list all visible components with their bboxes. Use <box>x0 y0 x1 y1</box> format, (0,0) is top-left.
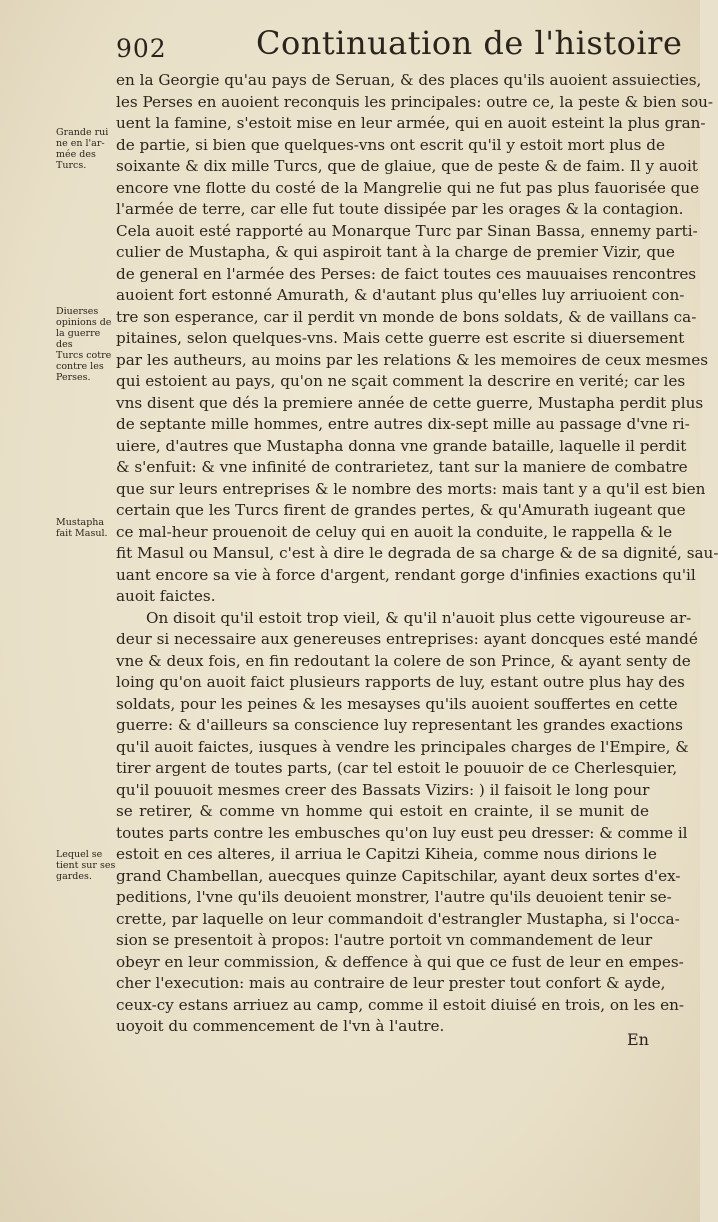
margin-note-line: Grande rui <box>56 127 109 138</box>
text-line: vne & deux fois, en fin redoutant la colere de son Prince, & ayant senty de <box>116 651 691 670</box>
margin-note-line: Turcs. <box>56 160 87 171</box>
margin-note-line: Perses. <box>56 372 91 383</box>
text-line: qu'il auoit faictes, iusques à vendre les principales charges de l'Empire, & <box>116 737 689 756</box>
text-line: loing qu'on auoit faict plusieurs rapports de luy, estant outre plus hay des <box>116 673 685 691</box>
text-line: tre son esperance, car il perdit vn monde de bons soldats, & de vaillans ca- <box>116 307 697 326</box>
text-line: uent la famine, s'estoit mise en leur armée, qui en auoit esteint la plus gran- <box>116 114 706 132</box>
text-line: & s'enfuit: & vne infinité de contrarietez, tant sur la maniere de combatre <box>116 458 688 476</box>
text-line: par les autheurs, au moins par les relations & les memoires de ceux mesmes <box>116 350 709 369</box>
text-line: ce mal-heur prouenoit de celuy qui en auoit la conduite, le rappella & le <box>116 522 673 541</box>
text-line: guerre: & d'ailleurs sa conscience luy representant les grandes exactions <box>116 716 683 734</box>
text-line: qui estoient au pays, qu'on ne sçait comment la descrire en verité; car les <box>116 372 686 390</box>
margin-note-line: contre les <box>56 361 104 372</box>
text-line: pitaines, selon quelques-vns. Mais cette guerre est escrite si diuersement <box>116 329 685 347</box>
margin-notes <box>56 0 122 1222</box>
margin-note <box>56 127 122 171</box>
text-line: uoyoit du commencement de l'vn à l'autre. <box>116 1017 445 1035</box>
text-line: grand Chambellan, auecques quinze Capitschilar, ayant deux sortes d'ex- <box>116 866 681 885</box>
page-number: 902 <box>116 34 167 63</box>
text-line: que sur leurs entreprises & le nombre des morts: mais tant y a qu'il est bien <box>116 479 706 498</box>
margin-note-line: opinions de <box>56 317 112 328</box>
body-text <box>116 70 718 1038</box>
running-title: Continuation de l'histoire <box>256 24 683 62</box>
text-line: de septante mille hommes, entre autres dix-sept mille au passage d'vne ri- <box>116 415 690 433</box>
text-line: uant encore sa vie à force d'argent, rendant gorge d'infinies exactions qu'il <box>116 565 696 584</box>
margin-note-line: mée des <box>56 149 96 160</box>
text-line: qu'il pouuoit mesmes creer des Bassats Vizirs: ) il faisoit le long pour <box>116 780 650 799</box>
text-line: obeyr en leur commission, & deffence à qui que ce fust de leur en empes- <box>116 952 684 971</box>
text-line: cher l'execution: mais au contraire de leur prester tout confort & ayde, <box>116 974 666 992</box>
margin-note-line: ne en l'ar- <box>56 138 105 149</box>
margin-note <box>56 306 122 383</box>
text-line: de general en l'armée des Perses: de faict toutes ces mauuaises rencontres <box>116 264 697 283</box>
text-line: se retirer, & comme vn homme qui estoit en crainte, il se munit de <box>116 802 649 820</box>
text-line: l'armée de terre, car elle fut toute dissipée par les orages & la contagion. <box>116 200 684 218</box>
text-line: deur si necessaire aux genereuses entreprises: ayant doncques esté mandé <box>116 630 698 648</box>
text-line: soixante & dix mille Turcs, que de glaiue, que de peste & de faim. Il y auoit <box>116 157 698 175</box>
margin-note-line: Mustapha <box>56 517 105 528</box>
margin-note-line: Turcs cotre <box>56 350 112 361</box>
text-line: les Perses en auoient reconquis les principales: outre ce, la peste & bien sou- <box>116 92 714 111</box>
text-line: uiere, d'autres que Mustapha donna vne grande bataille, laquelle il perdit <box>116 436 687 455</box>
margin-note-line: la guerre <box>56 328 101 339</box>
catchword: En <box>627 1030 649 1049</box>
text-line: On disoit qu'il estoit trop vieil, & qu'il n'auoit plus cette vigoureuse ar- <box>146 608 692 627</box>
text-line: vns disent que dés la premiere année de cette guerre, Mustapha perdit plus <box>116 393 704 412</box>
text-line: auoient fort estonné Amurath, & d'autant plus qu'elles luy arriuoient con- <box>116 286 685 304</box>
margin-note-line: tient sur ses <box>56 860 116 871</box>
text-line: en la Georgie qu'au pays de Seruan, & des places qu'ils auoient assuiecties, <box>116 71 702 89</box>
text-line: toutes parts contre les embusches qu'on luy eust peu dresser: & comme il <box>116 823 688 842</box>
text-line: de partie, si bien que quelques-vns ont escrit qu'il y estoit mort plus de <box>116 135 665 154</box>
margin-note-line: des <box>56 339 73 350</box>
margin-note-line: fait Masul. <box>56 528 108 539</box>
text-line: ceux-cy estans arriuez au camp, comme il estoit diuisé en trois, on les en- <box>116 995 684 1014</box>
text-line: culier de Mustapha, & qui aspiroit tant à la charge de premier Vizir, que <box>116 243 675 261</box>
margin-note-line: gardes. <box>56 871 92 882</box>
margin-note <box>56 849 122 882</box>
text-line: soldats, pour les peines & les mesayses qu'ils auoient souffertes en cette <box>116 694 678 713</box>
margin-note-line: Diuerses <box>56 306 99 317</box>
text-line: estoit en ces alteres, il arriua le Capitzi Kiheia, comme nous dirions le <box>116 845 657 863</box>
text-line: crette, par laquelle on leur commandoit d'estrangler Mustapha, si l'occa- <box>116 909 680 928</box>
text-line: sion se presentoit à propos: l'autre portoit vn commandement de leur <box>116 931 653 949</box>
text-line: Cela auoit esté rapporté au Monarque Turc par Sinan Bassa, ennemy parti- <box>116 221 698 240</box>
page-header <box>110 22 683 70</box>
text-line: certain que les Turcs firent de grandes pertes, & qu'Amurath iugeant que <box>116 501 686 519</box>
text-line: tirer argent de toutes parts, (car tel estoit le pouuoir de ce Cherlesquier, <box>116 759 678 777</box>
text-line: encore vne flotte du costé de la Mangrelie qui ne fut pas plus fauorisée que <box>116 178 700 197</box>
text-line: peditions, l'vne qu'ils deuoient monstrer, l'autre qu'ils deuoient tenir se- <box>116 888 672 906</box>
margin-note <box>56 517 122 539</box>
margin-note-line: Lequel se <box>56 849 103 860</box>
text-line: fit Masul ou Mansul, c'est à dire le degrada de sa charge & de sa dignité, sau- <box>116 544 718 562</box>
text-line: auoit faictes. <box>116 587 216 605</box>
